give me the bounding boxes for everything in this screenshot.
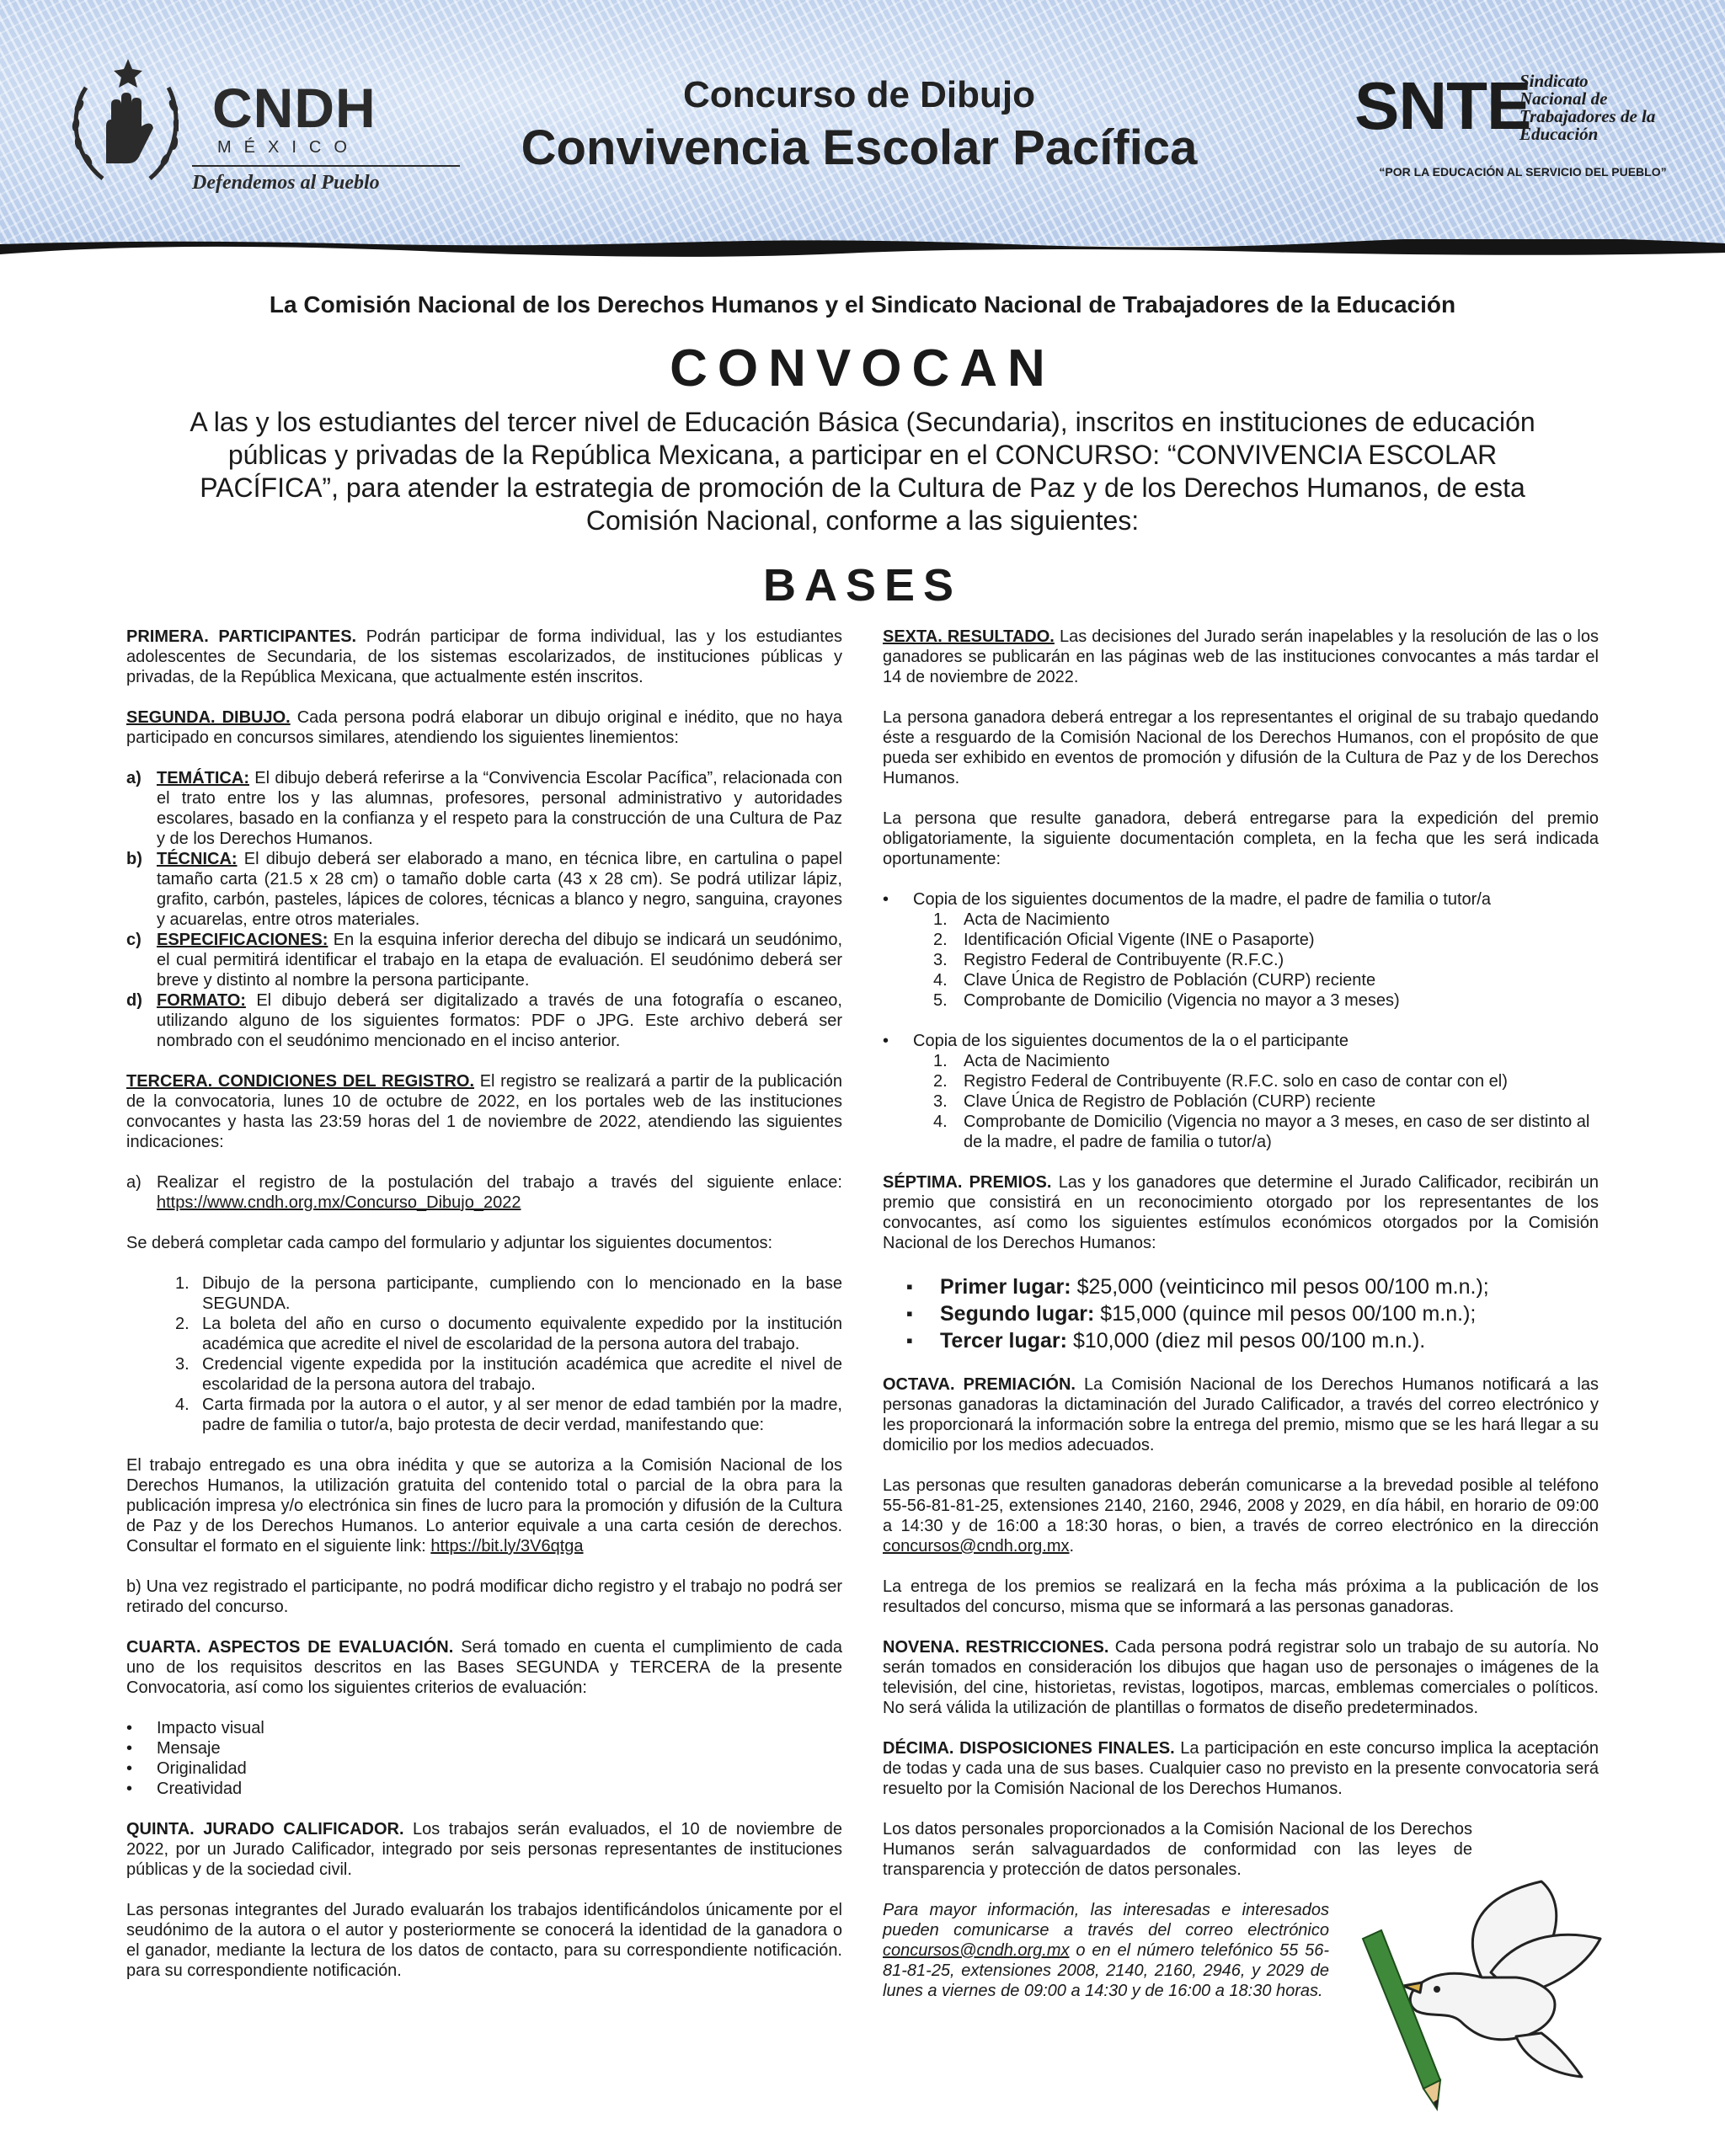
prize-item: ▪ Primer lugar: $25,000 (veinticinco mil pesos 00/100 m.n.); — [906, 1275, 1489, 1299]
snte-subtitle — [1519, 72, 1705, 143]
item-number: 3. — [175, 1355, 190, 1374]
list-item — [126, 849, 842, 930]
item-text: Comprobante de Domicilio (Vigencia no mayor a 3 meses, en caso de ser distinto al de la madre, el padre de familia o tutor/a) — [964, 1113, 1590, 1151]
item-text: Credencial vigente expedida por la institución académica que acredite el nivel de escolaridad de la persona autora del trabajo. — [202, 1355, 842, 1394]
base-novena — [883, 1637, 1599, 1718]
required-documents-list — [175, 1273, 842, 1435]
item-text: Acta de Nacimiento — [964, 1052, 1110, 1070]
item-number: 3. — [933, 1092, 948, 1111]
cndh-divider — [192, 165, 460, 167]
item-text: El dibujo deberá ser elaborado a mano, en técnica libre, en cartulina o papel tamaño carta (21.5 x 28 cm) o tamaño doble carta (43 x 28 cm). Se podrá utilizar lápiz, grafito, carbón, pasteles, lápices de colores, técnicas a blanco y negro, sanguina, crayones y acuarelas, entre otros materiales. — [157, 850, 843, 929]
list-item — [933, 1091, 1599, 1112]
list-item — [126, 930, 842, 990]
list-item: • Mensaje — [126, 1739, 221, 1758]
item-text: Impacto visual — [157, 1719, 264, 1737]
snte-sub-line: Sindicato — [1519, 71, 1589, 91]
list-item — [933, 950, 1599, 970]
base-text: Las y los ganadores que determine el Jurado Calificador, recibirán un premio que consistirá en un reconocimiento otorgado por los representantes de los convocantes, así como los siguientes estímulos económicos otorgados por la Comisión Nacional de los Derechos Humanos: — [883, 1173, 1599, 1252]
item-text: Realizar el registro de la postulación del trabajo a través del siguiente enlace: — [157, 1173, 842, 1192]
format-link[interactable]: https://bit.ly/3V6qtga — [430, 1537, 584, 1556]
snte-sub-line: Educación — [1519, 124, 1599, 144]
base-heading: TERCERA. CONDICIONES DEL REGISTRO. — [126, 1072, 475, 1091]
prize-item: ▪ Segundo lugar: $15,000 (quince mil pesos 00/100 m.n.); — [906, 1302, 1477, 1326]
base-tercera — [126, 1071, 842, 1152]
participant-documents-title: • Copia de los siguientes documentos de la o el participante — [883, 1032, 1348, 1050]
left-column — [126, 627, 842, 2001]
quinta-text2: Las personas integrantes del Jurado evaluarán los trabajos identificándolos únicamente por el seudónimo de la autora o el autor y posteriormente se conocerá la identidad de la ganadora o el ganador, mediante la lectura de los datos de contacto, para su correspondiente notificación. para su correspondiente notificación. — [126, 1901, 842, 1980]
item-number: 1. — [175, 1274, 190, 1293]
list-item — [175, 1273, 842, 1314]
convening-institutions: La Comisión Nacional de los Derechos Humanos y el Sindicato Nacional de Trabajadores de la Educación — [269, 291, 1456, 318]
list-item — [933, 1112, 1599, 1152]
item-number: 3. — [933, 951, 948, 969]
contact-text: Las personas que resulten ganadoras deberán comunicarse a la brevedad posible al teléfono 55-56-81-81-25, extensiones 2140, 2160, 2946, 2008 y 2029, en día hábil, en horario de 09:00 a 14:30 y de 16:00 a 18:30 horas, o bien, a través de correo electrónico en la dirección — [883, 1476, 1599, 1535]
base-heading: DÉCIMA. DISPOSICIONES FINALES. — [883, 1739, 1175, 1758]
item-number: 4. — [933, 1113, 948, 1131]
item-text: Mensaje — [157, 1739, 221, 1758]
right-column — [883, 627, 1599, 2021]
tercera-b-item: b) Una vez registrado el participante, no podrá modificar dicho registro y el trabajo no podrá ser retirado del concurso. — [126, 1577, 842, 1616]
item-marker: a) — [126, 769, 142, 787]
base-heading: QUINTA. JURADO CALIFICADOR. — [126, 1820, 404, 1838]
info-email-link[interactable]: concursos@cndh.org.mx — [883, 1941, 1070, 1960]
dove-with-pencil-icon — [1356, 1878, 1609, 2122]
base-heading: NOVENA. RESTRICCIONES. — [883, 1638, 1109, 1657]
base-text: Podrán participar de forma individual, las y los estudiantes adolescentes de Secundaria, de los sistemas escolarizados, de instituciones públicas y privadas, de la República Mexicana, que actualmente estén inscritos. — [126, 627, 842, 686]
participant-documents-list — [933, 1051, 1599, 1152]
item-marker: b) — [126, 850, 142, 868]
base-text: Cada persona podrá elaborar un dibujo original e inédito, que no haya participado en concursos similares, atendiendo los siguientes linemientos: — [126, 708, 842, 747]
item-heading: TÉCNICA: — [157, 850, 238, 868]
item-number: 2. — [175, 1315, 190, 1333]
evaluation-criteria-list — [126, 1718, 842, 1799]
tutor-documents-list — [933, 910, 1599, 1011]
item-text: Creatividad — [157, 1780, 243, 1798]
contest-title-line2: Convivencia Escolar Pacífica — [521, 120, 1198, 175]
info-text: o en el número telefónico 55 56-81-81-25, extensiones 2008, 2140, 2160, 2946, y 2029 de lunes a viernes de 09:00 a 14:30 y de 16:00 a 18:30 horas. — [883, 1941, 1329, 2000]
list-item — [126, 768, 842, 849]
cndh-country: MÉXICO — [217, 138, 360, 157]
base-heading: SEXTA. RESULTADO. — [883, 627, 1055, 646]
rights-statement — [126, 1455, 842, 1556]
snte-sub-line: Trabajadores de la — [1519, 106, 1656, 126]
convocan-heading: CONVOCAN — [670, 339, 1055, 398]
base-heading: OCTAVA. PREMIACIÓN. — [883, 1375, 1076, 1394]
item-number: 2. — [933, 1072, 948, 1091]
item-text: Registro Federal de Contribuyente (R.F.C.) — [964, 951, 1284, 969]
item-heading: TEMÁTICA: — [157, 769, 249, 787]
item-text: Comprobante de Domicilio (Vigencia no mayor a 3 meses) — [964, 991, 1400, 1010]
sexta-text3: La persona que resulte ganadora, deberá entregarse para la expedición del premio obligatoriamente, la siguiente documentación completa, en la fecha que les será indicada oportunamente: — [883, 809, 1599, 868]
registration-link[interactable]: https://www.cndh.org.mx/Concurso_Dibujo_2022 — [157, 1193, 521, 1212]
info-text: Para mayor información, las interesadas e interesados pueden comunicarse a través del correo electrónico — [883, 1901, 1329, 1940]
item-number: 4. — [933, 971, 948, 990]
list-item — [933, 1051, 1599, 1071]
item-number: 4. — [175, 1396, 190, 1414]
snte-sub-line: Nacional de — [1519, 88, 1608, 109]
sexta-text2: La persona ganadora deberá entregar a los representantes el original de su trabajo quedando éste a resguardo de la Comisión Nacional de los Derechos Humanos, con el propósito de que pueda ser exhibido en eventos de promoción y difusión de la Cultura de Paz y de los Derechos Humanos. — [883, 708, 1599, 787]
item-text: Carta firmada por la autora o el autor, y al ser menor de edad también por la madre, padre de familia o tutor/a, bajo protesta de decir verdad, manifestando que: — [202, 1396, 842, 1434]
snte-logo — [1348, 67, 1701, 185]
bases-heading: BASES — [762, 560, 963, 611]
intro-paragraph: A las y los estudiantes del tercer nivel de Educación Básica (Secundaria), inscritos en instituciones de educación públicas y privadas de la República Mexicana, a participar en el CONCURSO: “CONVIVENCIA ESCOLAR PACÍFICA”, para atender la estrategia de promoción de la Cultura de Paz y de los Derechos Humanos, de esta Comisión Nacional, conforme a las siguientes: — [190, 407, 1535, 536]
pencil-icon — [1363, 1930, 1440, 2109]
cndh-motto: Defendemos al Pueblo — [192, 172, 380, 194]
base-heading: CUARTA. ASPECTOS DE EVALUACIÓN. — [126, 1638, 454, 1657]
list-item — [175, 1314, 842, 1354]
list-item — [933, 970, 1599, 990]
item-number: 2. — [933, 931, 948, 949]
list-item — [175, 1395, 842, 1435]
list-item — [126, 1172, 842, 1213]
base-text: La participación en este concurso implica la aceptación de todas y cada una de sus bases. Cualquier caso no previsto en la presente convocatoria será resuelto por la Comisión Nacional de los Derechos Humanos. — [883, 1739, 1599, 1798]
base-text: El registro se realizará a partir de la publicación de la convocatoria, lunes 10 de octubre de 2022, en los portales web de las instituciones convocantes y hasta las 23:59 horas del 1 de noviembre de 2022, atendiendo las siguientes indicaciones: — [126, 1072, 842, 1151]
octava-text3: La entrega de los premios se realizará en la fecha más próxima a la publicación de los resultados del concurso, misma que se informará a las personas ganadoras. — [883, 1577, 1599, 1616]
base-text: Las decisiones del Jurado serán inapelables y la resolución de las o los ganadores se publicarán en las páginas web de las instituciones convocantes a más tardar el 14 de noviembre de 2022. — [883, 627, 1599, 686]
item-text: La boleta del año en curso o documento equivalente expedido por la institución académica que acredite el nivel de escolaridad de la persona autora del trabajo. — [202, 1315, 842, 1353]
base-quinta — [126, 1819, 842, 1880]
list-item — [126, 990, 842, 1051]
segunda-guidelines-list — [126, 768, 842, 1051]
brush-stroke-divider — [0, 239, 1725, 258]
cndh-hand-laurel-icon — [69, 54, 179, 189]
base-text: La Comisión Nacional de los Derechos Humanos notificará a las personas ganadoras la dictaminación del Jurado Calificador, a través del correo electrónico y les proporcionará la información sobre la entrega del premio, mismo que se les hará llegar a su domicilio por los medios adecuados. — [883, 1375, 1599, 1454]
base-text: Los trabajos serán evaluados, el 10 de noviembre de 2022, por un Jurado Calificador, integrado por seis personas representantes de instituciones públicas y de la sociedad civil. — [126, 1820, 842, 1879]
base-octava — [883, 1374, 1599, 1455]
contact-email-link[interactable]: concursos@cndh.org.mx — [883, 1537, 1070, 1556]
item-number: 1. — [933, 910, 948, 929]
decima-text2: Los datos personales proporcionados a la Comisión Nacional de los Derechos Humanos serán salvaguardados de conformidad con las leyes de transparencia y protección de datos personales. — [883, 1820, 1472, 1879]
statement-text: El trabajo entregado es una obra inédita y que se autoriza a la Comisión Nacional de los Derechos Humanos, la utilización gratuita del contenido total o parcial de la obra para la publicación impresa y/o electrónica sin fines de lucro para la promoción y difusión de la Cultura de Paz y de los Derechos Humanos. Lo anterior equivale a una carta cesión de derechos. Consultar el formato en el siguiente link: — [126, 1456, 842, 1556]
tercera-a-item — [126, 1172, 842, 1213]
more-info-note — [883, 1900, 1329, 2001]
prize-amount: $15,000 (quince mil pesos 00/100 m.n.); — [1100, 1302, 1477, 1326]
docs-intro: Se deberá completar cada campo del formulario y adjuntar los siguientes documentos: — [126, 1234, 773, 1252]
tutor-documents-title: • Copia de los siguientes documentos de la madre, el padre de familia o tutor/a — [883, 890, 1491, 909]
base-cuarta — [126, 1637, 842, 1698]
octava-contact: Las personas que resulten ganadoras deberán comunicarse a la brevedad posible al teléfono 55-56-81-81-25, extensiones 2140, 2160, 2946, 2008 y 2029, en día hábil, en horario de 09:00 a 14:30 y de 16:00 a 18:30 horas, o bien, a través de correo electrónico en la dirección concursos@cndh.org.mx. — [883, 1476, 1599, 1556]
list-item — [933, 910, 1599, 930]
item-text: Clave Única de Registro de Población (CURP) reciente — [964, 971, 1376, 990]
base-decima — [883, 1738, 1599, 1799]
base-segunda — [126, 707, 842, 748]
item-text: Dibujo de la persona participante, cumpliendo con lo mencionado en la base SEGUNDA. — [202, 1274, 842, 1313]
base-text: Será tomado en cuenta el cumplimiento de cada uno de los requisitos descritos en las Bases SEGUNDA y TERCERA de la presente Convocatoria, así como los siguientes criterios de evaluación: — [126, 1638, 842, 1697]
item-text: Clave Única de Registro de Población (CURP) reciente — [964, 1092, 1376, 1111]
item-heading: FORMATO: — [157, 991, 246, 1010]
item-marker: a) — [126, 1173, 142, 1192]
prize-place: Tercer lugar: — [940, 1329, 1067, 1353]
list-item — [933, 1071, 1599, 1091]
snte-name: SNTE — [1354, 68, 1531, 143]
contest-title — [472, 74, 1247, 176]
item-text: Registro Federal de Contribuyente (R.F.C. solo en caso de contar con el) — [964, 1072, 1508, 1091]
item-text: El dibujo deberá ser digitalizado a través de una fotografía o escaneo, utilizando alguno de los siguientes formatos: PDF o JPG. Este archivo deberá ser nombrado con el seudónimo mencionado en el inciso anterior. — [157, 991, 842, 1050]
item-number: 1. — [933, 1052, 948, 1070]
item-number: 5. — [933, 991, 948, 1010]
item-heading: ESPECIFICACIONES: — [157, 931, 328, 949]
list-item — [175, 1354, 842, 1395]
item-text: Copia de los siguientes documentos de la o el participante — [913, 1032, 1348, 1050]
prize-amount: $25,000 (veinticinco mil pesos 00/100 m.n.); — [1076, 1275, 1489, 1299]
base-heading: PRIMERA. PARTICIPANTES. — [126, 627, 357, 646]
item-text: Copia de los siguientes documentos de la madre, el padre de familia o tutor/a — [913, 890, 1491, 909]
item-text: Originalidad — [157, 1759, 247, 1778]
item-text: Identificación Oficial Vigente (INE o Pasaporte) — [964, 931, 1315, 949]
list-item — [933, 930, 1599, 950]
item-text: El dibujo deberá referirse a la “Convivencia Escolar Pacífica”, relacionada con el trato entre los y las alumnas, profesores, personal administrativo y autoridades escolares, basado en la confianza y el respeto para la construcción de una Cultura de Paz y de los Derechos Humanos. — [157, 769, 842, 848]
base-septima — [883, 1172, 1599, 1253]
prizes-list — [906, 1273, 1599, 1354]
prize-item: ▪ Tercer lugar: $10,000 (diez mil pesos 00/100 m.n.). — [906, 1329, 1426, 1353]
list-item: • Impacto visual — [126, 1719, 264, 1737]
base-primera — [126, 627, 842, 687]
base-text: Cada persona podrá registrar solo un trabajo de su autoría. No serán tomados en consideración los dibujos que hagan uso de personajes o imágenes de la televisión, del cine, historietas, revistas, logotipos, marcas, emblemas comerciales o políticos. No será válida la utilización de plantillas o formatos de diseño predeterminados. — [883, 1638, 1599, 1717]
base-sexta — [883, 627, 1599, 687]
item-text: En la esquina inferior derecha del dibujo se indicará un seudónimo, el cual permitirá identificar el trabajo en la etapa de evaluación. El seudónimo deberá ser breve y distinto al nombre la persona participante. — [157, 931, 842, 990]
prize-place: Primer lugar: — [940, 1275, 1071, 1299]
list-item: • Originalidad — [126, 1759, 247, 1778]
item-marker: c) — [126, 931, 142, 949]
list-item — [933, 990, 1599, 1011]
item-marker: d) — [126, 991, 142, 1010]
cndh-logo — [69, 54, 398, 194]
header-banner — [0, 0, 1725, 246]
contest-title-line1: Concurso de Dibujo — [683, 74, 1035, 115]
prize-amount: $10,000 (diez mil pesos 00/100 m.n.). — [1072, 1329, 1426, 1353]
base-heading: SEGUNDA. DIBUJO. — [126, 708, 291, 727]
item-text: Acta de Nacimiento — [964, 910, 1110, 929]
base-heading: SÉPTIMA. PREMIOS. — [883, 1173, 1052, 1192]
list-item: • Creatividad — [126, 1780, 243, 1798]
snte-slogan: “POR LA EDUCACIÓN AL SERVICIO DEL PUEBLO” — [1379, 165, 1667, 179]
cndh-name: CNDH — [212, 77, 377, 139]
prize-place: Segundo lugar: — [940, 1302, 1095, 1326]
